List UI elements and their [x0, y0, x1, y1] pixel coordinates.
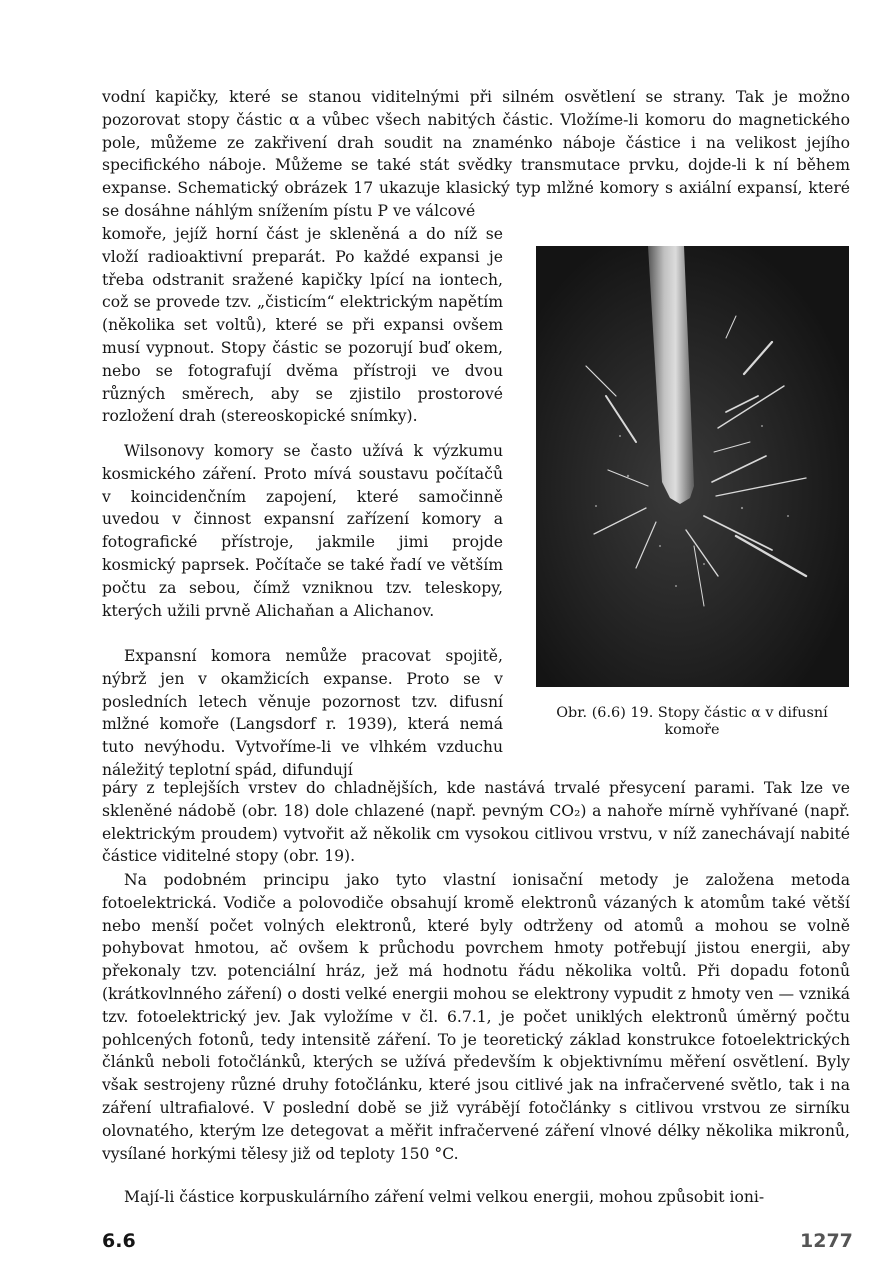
paragraph-3-continued: páry z teplejších vrstev do chladnějších, kde nastává trvalé přesycení parami. Tak lze ve skleněné nádobě (obr. 18) dole chlazené (např. pevným CO₂) a nahoře mírně vyhřívané (např. elektrickým proudem) vytvořit až několik cm vysokou citlivou vrstvu, v níž zanechávají nabité částice viditelné stopy (obr. 19).	[102, 779, 850, 866]
paragraph-4: Na podobném principu jako tyto vlastní ionisační metody je založena metoda fotoelektrická. Vodiče a polovodiče obsahují kromě elektronů vázaných k atomům také větší nebo menší počet volných elektronů, které byly odtrženy od atomů a mohou se volně pohybovat hmotou, ač ovšem k průchodu povrchem hmoty potřebují jistou energii, aby překonaly tzv. potenciální hráz, jež má hodnotu řádu několika voltů. Při dopadu fotonů (krátkovlnného záření) o dosti velké energii mohou se elektrony vypudit z hmoty ven — vzniká tzv. fotoelektrický jev. Jak vyložíme v čl. 6.7.1, je počet uniklých elektronů úměrný počtu pohlcených fotonů, tedy intensitě záření. To je teoretický základ konstrukce fotoelektrických článků neboli fotočlánků, kterých se užívá především k objektivnímu měření osvětlení. Byly však sestrojeny různé druhy fotočlánku, které jsou citlivé jak na infračervené světlo, tak i na záření ultrafialové. V poslední době se již vyrábějí fotočlánky s citlivou vrstvou ze sirníku olovnatého, kterým lze detegovat a měřit infračervené záření vlnové délky několika mikronů, vysílané horkými tělesy již od teploty 150 °C.	[102, 871, 850, 1163]
paragraph-5: Mají-li částice korpuskulárního záření velmi velkou energii, mohou způsobit ioni-	[124, 1188, 765, 1206]
paragraph-1: vodní kapičky, které se stanou viditelnými při silném osvětlení se strany. Tak je možno pozorovat stopy částic α a vůbec všech nabitých částic. Vložíme-li komoru do magnetického pole, můžeme ze zakřivení drah soudit na znaménko náboje částice i na velikost jejího specifického náboje. Můžeme se také stát svědky transmutace prvku, dojde-li k ní během expanse. Schematický obrázek 17 ukazuje klasický typ mlžné komory s axiální expansí, které se dosáhne náhlým snížením pístu P ve válcové	[102, 88, 850, 220]
paragraph-1-continued: komoře, jejíž horní část je skleněná a do níž se vloží radioaktivní preparát. Po každé expansi je třeba odstranit sražené kapičky lpící na iontech, což se provede tzv. „čisticím“ elektrickým napětím (několika set voltů), které se při expansi ovšem musí vypnout. Stopy částic se pozorují buď okem, nebo se fotografují dvěma přístroji ve dvou různých směrech, aby se zjistilo prostorové rozložení drah (stereoskopické snímky).	[102, 225, 503, 426]
figure-caption	[520, 705, 864, 739]
paragraph-2: Wilsonovy komory se často užívá k výzkumu kosmického záření. Proto mívá soustavu počítačů v koincidenčním zapojení, které samočinně uvedou v činnost expansní zařízení komory a fotografické přístroje, jakmile jimi projde kosmický paprsek. Počítače se také řadí ve větším počtu za sebou, čímž vzniknou tzv. teleskopy, kterých užili prvně Alichaňan a Alichanov.	[102, 442, 503, 620]
paragraph-3: Expansní komora nemůže pracovat spojitě, nýbrž jen v okamžicích expanse. Proto se v posledních letech věnuje pozornost tzv. difusní mlžné komoře (Langsdorf r. 1939), která nemá tuto nevýhodu. Vytvoříme-li ve vlhkém vzduchu náležitý teplotní spád, difundují	[102, 647, 503, 779]
section-number: 6.6	[102, 1230, 136, 1252]
particle-tracks-image	[536, 246, 849, 687]
caption-line-1: Obr. (6.6) 19. Stopy částic α v difusní	[556, 705, 828, 721]
caption-line-2: komoře	[664, 722, 720, 738]
page-number: 1277	[800, 1230, 853, 1252]
diffusion-chamber-photo	[536, 246, 849, 687]
